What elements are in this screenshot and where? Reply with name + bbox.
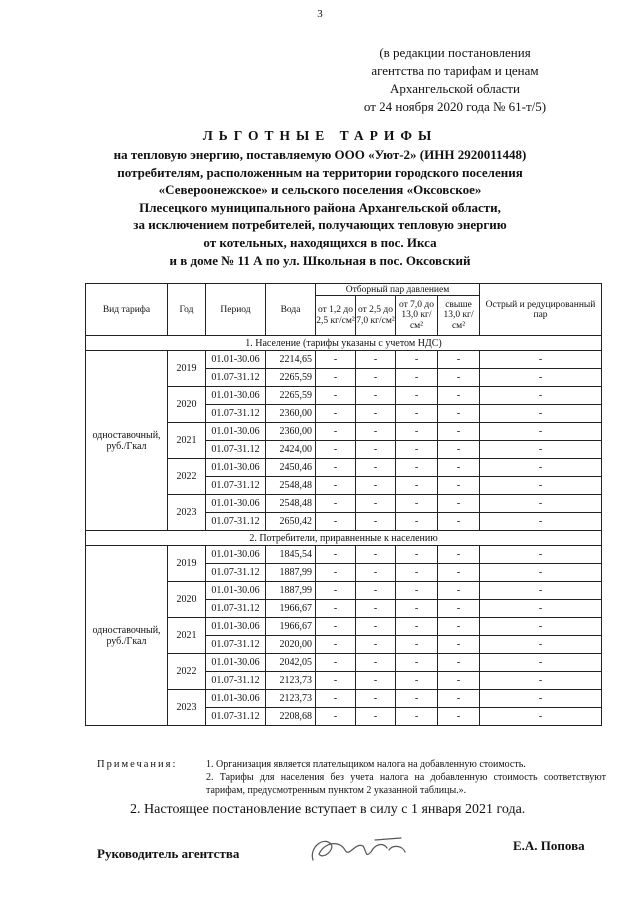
empty-tariff-cell: - [480,690,602,708]
empty-tariff-cell: - [438,459,480,477]
header-year: Год [168,284,206,336]
empty-tariff-cell: - [356,708,396,726]
header-sharp-steam: Острый и редуцированный пар [480,284,602,336]
empty-tariff-cell: - [480,351,602,369]
tariff-type-cell: одноставочный, руб./Гкал [86,546,168,726]
edition-line: Архангельской области [390,81,520,96]
empty-tariff-cell: - [396,672,438,690]
empty-tariff-cell: - [396,387,438,405]
empty-tariff-cell: - [316,351,356,369]
empty-tariff-cell: - [316,564,356,582]
water-tariff-cell: 2450,46 [266,459,316,477]
effective-date-clause: 2. Настоящее постановление вступает в силу с 1 января 2021 года. [130,802,526,817]
empty-tariff-cell: - [396,546,438,564]
water-tariff-cell: 2123,73 [266,672,316,690]
period-cell: 01.07-31.12 [206,405,266,423]
period-cell: 01.07-31.12 [206,441,266,459]
empty-tariff-cell: - [396,405,438,423]
subtitle-line: от котельных, находящихся в пос. Икса [203,234,437,250]
header-steam-col: от 7,0 до 13,0 кг/см² [396,296,438,336]
water-tariff-cell: 2548,48 [266,477,316,495]
water-tariff-cell: 1887,99 [266,582,316,600]
empty-tariff-cell: - [438,690,480,708]
year-cell: 2019 [168,351,206,387]
empty-tariff-cell: - [356,351,396,369]
edition-note [340,44,570,116]
empty-tariff-cell: - [356,387,396,405]
edition-line: (в редакции постановления [379,45,531,60]
empty-tariff-cell: - [316,654,356,672]
period-cell: 01.01-30.06 [206,423,266,441]
notes [206,758,606,797]
header-steam-col: свыше 13,0 кг/см² [438,296,480,336]
empty-tariff-cell: - [438,546,480,564]
year-cell: 2022 [168,459,206,495]
page-number: 3 [317,8,323,20]
empty-tariff-cell: - [356,600,396,618]
empty-tariff-cell: - [396,423,438,441]
empty-tariff-cell: - [396,477,438,495]
empty-tariff-cell: - [438,636,480,654]
water-tariff-cell: 1887,99 [266,564,316,582]
empty-tariff-cell: - [356,582,396,600]
year-cell: 2020 [168,582,206,618]
water-tariff-cell: 2214,65 [266,351,316,369]
year-cell: 2022 [168,654,206,690]
empty-tariff-cell: - [356,477,396,495]
handwritten-signature [305,830,415,870]
period-cell: 01.07-31.12 [206,636,266,654]
water-tariff-cell: 2360,00 [266,405,316,423]
empty-tariff-cell: - [316,387,356,405]
empty-tariff-cell: - [316,369,356,387]
year-cell: 2020 [168,387,206,423]
empty-tariff-cell: - [316,600,356,618]
period-cell: 01.01-30.06 [206,495,266,513]
period-cell: 01.07-31.12 [206,672,266,690]
period-cell: 01.01-30.06 [206,546,266,564]
period-cell: 01.01-30.06 [206,690,266,708]
empty-tariff-cell: - [356,564,396,582]
empty-tariff-cell: - [480,546,602,564]
subtitle-line: на тепловую энергию, поставляемую ООО «Уют-2» (ИНН 2920011448) [113,147,527,162]
empty-tariff-cell: - [438,654,480,672]
empty-tariff-cell: - [480,387,602,405]
tariffs-body [86,336,602,726]
edition-line: от 24 ноября 2020 года № 61-т/5) [363,99,547,114]
empty-tariff-cell: - [438,708,480,726]
empty-tariff-cell: - [480,564,602,582]
empty-tariff-cell: - [396,618,438,636]
year-cell: 2021 [168,618,206,654]
empty-tariff-cell: - [438,600,480,618]
period-cell: 01.07-31.12 [206,369,266,387]
water-tariff-cell: 1966,67 [266,618,316,636]
empty-tariff-cell: - [480,513,602,531]
section-title: 1. Население (тарифы указаны с учетом НДС) [86,336,602,351]
water-tariff-cell: 2208,68 [266,708,316,726]
signatory-name: Е.А. Попова [513,838,585,853]
water-tariff-cell: 2650,42 [266,513,316,531]
table-row [86,351,602,369]
empty-tariff-cell: - [396,369,438,387]
header-tariff-type: Вид тарифа [86,284,168,336]
subtitle-line: потребителям, расположенным на территории городского поселения [117,164,523,180]
header-period: Период [206,284,266,336]
empty-tariff-cell: - [396,513,438,531]
subtitle-line: за исключением потребителей, получающих тепловую энергию [133,217,507,233]
empty-tariff-cell: - [396,654,438,672]
empty-tariff-cell: - [356,459,396,477]
empty-tariff-cell: - [396,564,438,582]
water-tariff-cell: 2265,59 [266,369,316,387]
empty-tariff-cell: - [356,546,396,564]
empty-tariff-cell: - [316,546,356,564]
year-cell: 2023 [168,495,206,531]
empty-tariff-cell: - [396,690,438,708]
empty-tariff-cell: - [480,582,602,600]
water-tariff-cell: 2548,48 [266,495,316,513]
subtitle-line: Плесецкого муниципального района Архангельской области, [139,199,501,215]
water-tariff-cell: 2020,00 [266,636,316,654]
empty-tariff-cell: - [396,495,438,513]
note-item: 2. Тарифы для населения без учета налога на добавленную стоимость соответствуют тарифам, предусмотренным пунктом 2 указанной таблицы.». [206,772,606,796]
empty-tariff-cell: - [356,423,396,441]
tariffs-table [85,283,602,726]
period-cell: 01.07-31.12 [206,708,266,726]
empty-tariff-cell: - [356,495,396,513]
empty-tariff-cell: - [480,495,602,513]
period-cell: 01.01-30.06 [206,459,266,477]
period-cell: 01.07-31.12 [206,600,266,618]
empty-tariff-cell: - [356,690,396,708]
empty-tariff-cell: - [480,459,602,477]
empty-tariff-cell: - [438,477,480,495]
notes-label: Примечания: [97,759,178,770]
empty-tariff-cell: - [438,351,480,369]
empty-tariff-cell: - [356,618,396,636]
water-tariff-cell: 1966,67 [266,600,316,618]
subtitle-line: «Североонежское» и сельского поселения «Оксовское» [158,182,482,198]
empty-tariff-cell: - [316,405,356,423]
empty-tariff-cell: - [438,582,480,600]
empty-tariff-cell: - [438,369,480,387]
empty-tariff-cell: - [438,387,480,405]
empty-tariff-cell: - [480,672,602,690]
empty-tariff-cell: - [316,708,356,726]
empty-tariff-cell: - [316,513,356,531]
water-tariff-cell: 2123,73 [266,690,316,708]
water-tariff-cell: 2265,59 [266,387,316,405]
water-tariff-cell: 2360,00 [266,423,316,441]
empty-tariff-cell: - [438,423,480,441]
period-cell: 01.01-30.06 [206,618,266,636]
document-title: ЛЬГОТНЫЕ ТАРИФЫ [202,128,438,143]
empty-tariff-cell: - [356,636,396,654]
empty-tariff-cell: - [480,369,602,387]
empty-tariff-cell: - [480,477,602,495]
signatory-title: Руководитель агентства [97,846,240,861]
empty-tariff-cell: - [316,636,356,654]
water-tariff-cell: 2424,00 [266,441,316,459]
empty-tariff-cell: - [356,513,396,531]
empty-tariff-cell: - [438,672,480,690]
edition-line: агентства по тарифам и ценам [371,63,539,78]
empty-tariff-cell: - [316,672,356,690]
section-title: 2. Потребители, приравненные к населению [86,531,602,546]
period-cell: 01.01-30.06 [206,654,266,672]
year-cell: 2023 [168,690,206,726]
empty-tariff-cell: - [316,423,356,441]
empty-tariff-cell: - [438,405,480,423]
empty-tariff-cell: - [480,654,602,672]
empty-tariff-cell: - [316,477,356,495]
water-tariff-cell: 1845,54 [266,546,316,564]
period-cell: 01.01-30.06 [206,582,266,600]
subtitle-line: и в доме № 11 А по ул. Школьная в пос. Оксовский [169,252,471,268]
empty-tariff-cell: - [480,441,602,459]
empty-tariff-cell: - [316,690,356,708]
empty-tariff-cell: - [356,672,396,690]
empty-tariff-cell: - [438,564,480,582]
empty-tariff-cell: - [396,441,438,459]
year-cell: 2019 [168,546,206,582]
empty-tariff-cell: - [480,618,602,636]
empty-tariff-cell: - [396,351,438,369]
header-steam-col: от 1,2 до 2,5 кг/см² [316,296,356,336]
empty-tariff-cell: - [356,405,396,423]
empty-tariff-cell: - [480,708,602,726]
table-row [86,546,602,564]
empty-tariff-cell: - [356,654,396,672]
empty-tariff-cell: - [316,495,356,513]
empty-tariff-cell: - [480,636,602,654]
empty-tariff-cell: - [438,618,480,636]
period-cell: 01.01-30.06 [206,351,266,369]
empty-tariff-cell: - [396,582,438,600]
period-cell: 01.07-31.12 [206,564,266,582]
empty-tariff-cell: - [396,708,438,726]
header-steam-col: от 2,5 до 7,0 кг/см² [356,296,396,336]
empty-tariff-cell: - [438,441,480,459]
note-item: 1. Организация является плательщиком налога на добавленную стоимость. [206,759,526,770]
empty-tariff-cell: - [396,459,438,477]
empty-tariff-cell: - [316,582,356,600]
period-cell: 01.07-31.12 [206,477,266,495]
empty-tariff-cell: - [438,513,480,531]
empty-tariff-cell: - [316,618,356,636]
tariff-type-cell: одноставочный, руб./Гкал [86,351,168,531]
empty-tariff-cell: - [356,441,396,459]
year-cell: 2021 [168,423,206,459]
period-cell: 01.01-30.06 [206,387,266,405]
header-steam: Отборный пар давлением [316,284,480,296]
empty-tariff-cell: - [396,636,438,654]
water-tariff-cell: 2042,05 [266,654,316,672]
empty-tariff-cell: - [316,441,356,459]
document-subtitle [40,146,600,269]
header-water: Вода [266,284,316,336]
empty-tariff-cell: - [480,405,602,423]
empty-tariff-cell: - [480,423,602,441]
empty-tariff-cell: - [396,600,438,618]
empty-tariff-cell: - [438,495,480,513]
empty-tariff-cell: - [316,459,356,477]
empty-tariff-cell: - [356,369,396,387]
period-cell: 01.07-31.12 [206,513,266,531]
empty-tariff-cell: - [480,600,602,618]
